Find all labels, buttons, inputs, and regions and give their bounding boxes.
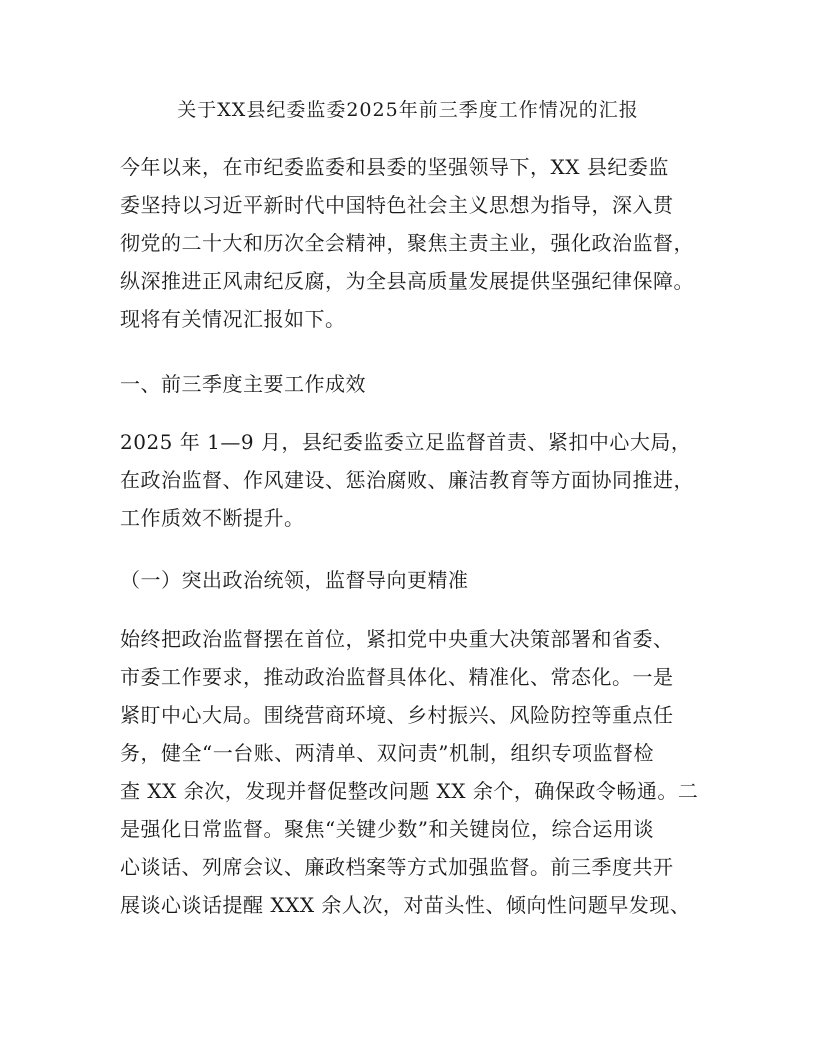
intro-line: 今年以来，在市纪委监委和县委的坚强领导下，XX 县纪委监 xyxy=(120,155,669,179)
subsection-heading xyxy=(120,561,720,599)
subsection-line: 展谈心谈话提醒 XXX 余人次，对苗头性、倾向性问题早发现、 xyxy=(120,893,691,917)
subsection-paragraph xyxy=(120,620,720,924)
subsection-line: 紧盯中心大局。围绕营商环境、乡村振兴、风险防控等重点任 xyxy=(120,703,674,727)
subsection-line: 务，健全“一台账、两清单、双问责”机制，组织专项监督检 xyxy=(120,741,654,765)
intro-line: 彻党的二十大和历次全会精神，聚焦主责主业，强化政治监督， xyxy=(120,231,694,255)
subsection-line: 始终把政治监督摆在首位，紧扣党中央重大决策部署和省委、 xyxy=(120,627,674,651)
intro-line: 纵深推进正风肃纪反腐，为全县高质量发展提供坚强纪律保障。 xyxy=(120,269,694,293)
subsection-line: 查 XX 余次，发现并督促整改问题 XX 余个，确保政令畅通。二 xyxy=(120,779,699,803)
intro-paragraph xyxy=(120,148,720,338)
section-line: 2025 年 1—9 月，县纪委监委立足监督首责、紧扣中心大局， xyxy=(120,430,692,454)
section-paragraph xyxy=(120,423,720,537)
document-title: 关于XX县纪委监委2025年前三季度工作情况的汇报 xyxy=(177,99,639,121)
section-line: 工作质效不断提升。 xyxy=(120,506,305,530)
intro-line: 委坚持以习近平新时代中国特色社会主义思想为指导，深入贯 xyxy=(120,193,674,217)
subsection-heading-text: （一）突出政治统领，监督导向更精准 xyxy=(120,568,469,592)
subsection-line: 是强化日常监督。聚焦“关键少数”和关键岗位，综合运用谈 xyxy=(120,817,654,841)
subsection-line: 心谈话、列席会议、廉政档案等方式加强监督。前三季度共开 xyxy=(120,855,674,879)
section-line: 在政治监督、作风建设、惩治腐败、廉洁教育等方面协同推进， xyxy=(120,468,694,492)
section-heading xyxy=(120,365,720,403)
intro-line: 现将有关情况汇报如下。 xyxy=(120,307,346,331)
section-heading-text: 一、前三季度主要工作成效 xyxy=(120,372,366,396)
subsection-line: 市委工作要求，推动政治监督具体化、精准化、常态化。一是 xyxy=(120,665,674,689)
